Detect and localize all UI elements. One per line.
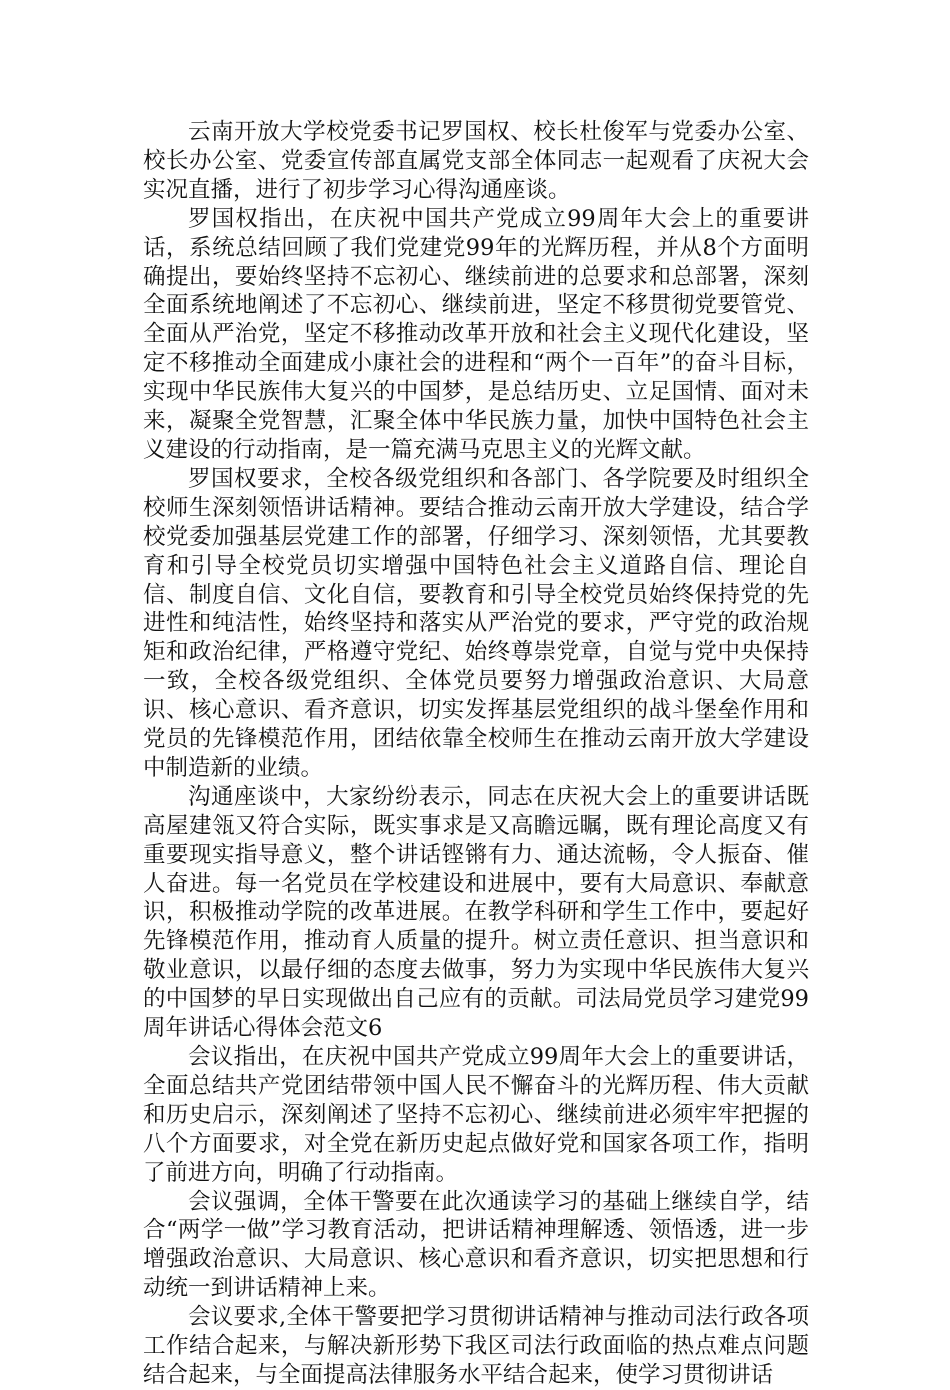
paragraph-observe-broadcast: 云南开放大学校党委书记罗国权、校长杜俊军与党委办公室、校长办公室、党委宣传部直属党支部全体同志一起观看了庆祝大会实况直播，进行了初步学习心得沟通座谈。 bbox=[143, 119, 809, 203]
paragraph-meeting-points-out: 会议指出，在庆祝中国共产党成立99周年大会上的重要讲话，全面总结共产党团结带领中国人民不懈奋斗的光辉历程、伟大贡献和历史启示，深刻阐述了坚持不忘初心、继续前进必须牢牢把握的八个方面要求，对全党在新历史起点做好党和国家各项工作，指明了前进方向，明确了行动指南。 bbox=[143, 1044, 809, 1186]
paragraph-luo-requirements: 罗国权要求，全校各级党组织和各部门、各学院要及时组织全校师生深刻领悟讲话精神。要结合推动云南开放大学建设，结合学校党委加强基层党建工作的部署，仔细学习、深刻领悟，尤其要教育和引导全校党员切实增强中国特色社会主义道路自信、理论自信、制度自信、文化自信，要教育和引导全校党员始终保持党的先进性和纯洁性，始终坚持和落实从严治党的要求，严守党的政治规矩和政治纪律，严格遵守党纪、始终尊崇党章，自觉与党中央保持一致，全校各级党组织、全体党员要努力增强政治意识、大局意识、核心意识、看齐意识，切实发挥基层党组织的战斗堡垒作用和党员的先锋模范作用，团结依靠全校师生在推动云南开放大学建设中制造新的业绩。 bbox=[143, 465, 809, 781]
paragraph-meeting-emphasizes: 会议强调，全体干警要在此次通读学习的基础上继续自学，结合“两学一做”学习教育活动，把讲话精神理解透、领悟透，进一步增强政治意识、大局意识、核心意识和看齐意识，切实把思想和行动统一到讲话精神上来。 bbox=[143, 1188, 809, 1302]
paragraph-luo-points-out: 罗国权指出，在庆祝中国共产党成立99周年大会上的重要讲话，系统总结回顾了我们党建党99年的光辉历程，并从8个方面明确提出，要始终坚持不忘初心、继续前进的总要求和总部署，深刻全面系统地阐述了不忘初心、继续前进，坚定不移贯彻党要管党、全面从严治党，坚定不移推动改革开放和社会主义现代化建设，坚定不移推动全面建成小康社会的进程和“两个一百年”的奋斗目标，实现中华民族伟大复兴的中国梦，是总结历史、立足国情、面对未来，凝聚全党智慧，汇聚全体中华民族力量，加快中国特色社会主义建设的行动指南，是一篇充满马克思主义的光辉文献。 bbox=[143, 205, 809, 463]
paragraph-meeting-requires: 会议要求,全体干警要把学习贯彻讲话精神与推动司法行政各项工作结合起来，与解决新形势下我区司法行政面临的热点难点问题结合起来，与全面提高法律服务水平结合起来，使学习贯彻讲话 bbox=[143, 1304, 809, 1388]
paragraph-discussion: 沟通座谈中，大家纷纷表示，同志在庆祝大会上的重要讲话既高屋建瓴又符合实际，既实事求是又高瞻远瞩，既有理论高度又有重要现实指导意义，整个讲话铿锵有力、通达流畅，令人振奋、催人奋进。每一名党员在学校建设和进展中，要有大局意识、奉献意识，积极推动学院的改革进展。在教学科研和学生工作中，要起好先锋模范作用，推动育人质量的提升。树立责任意识、担当意识和敬业意识，以最仔细的态度去做事，努力为实现中华民族伟大复兴的中国梦的早日实现做出自己应有的贡献。司法局党员学习建党99周年讲话心得体会范文6 bbox=[143, 783, 809, 1042]
document-body bbox=[143, 118, 809, 1390]
